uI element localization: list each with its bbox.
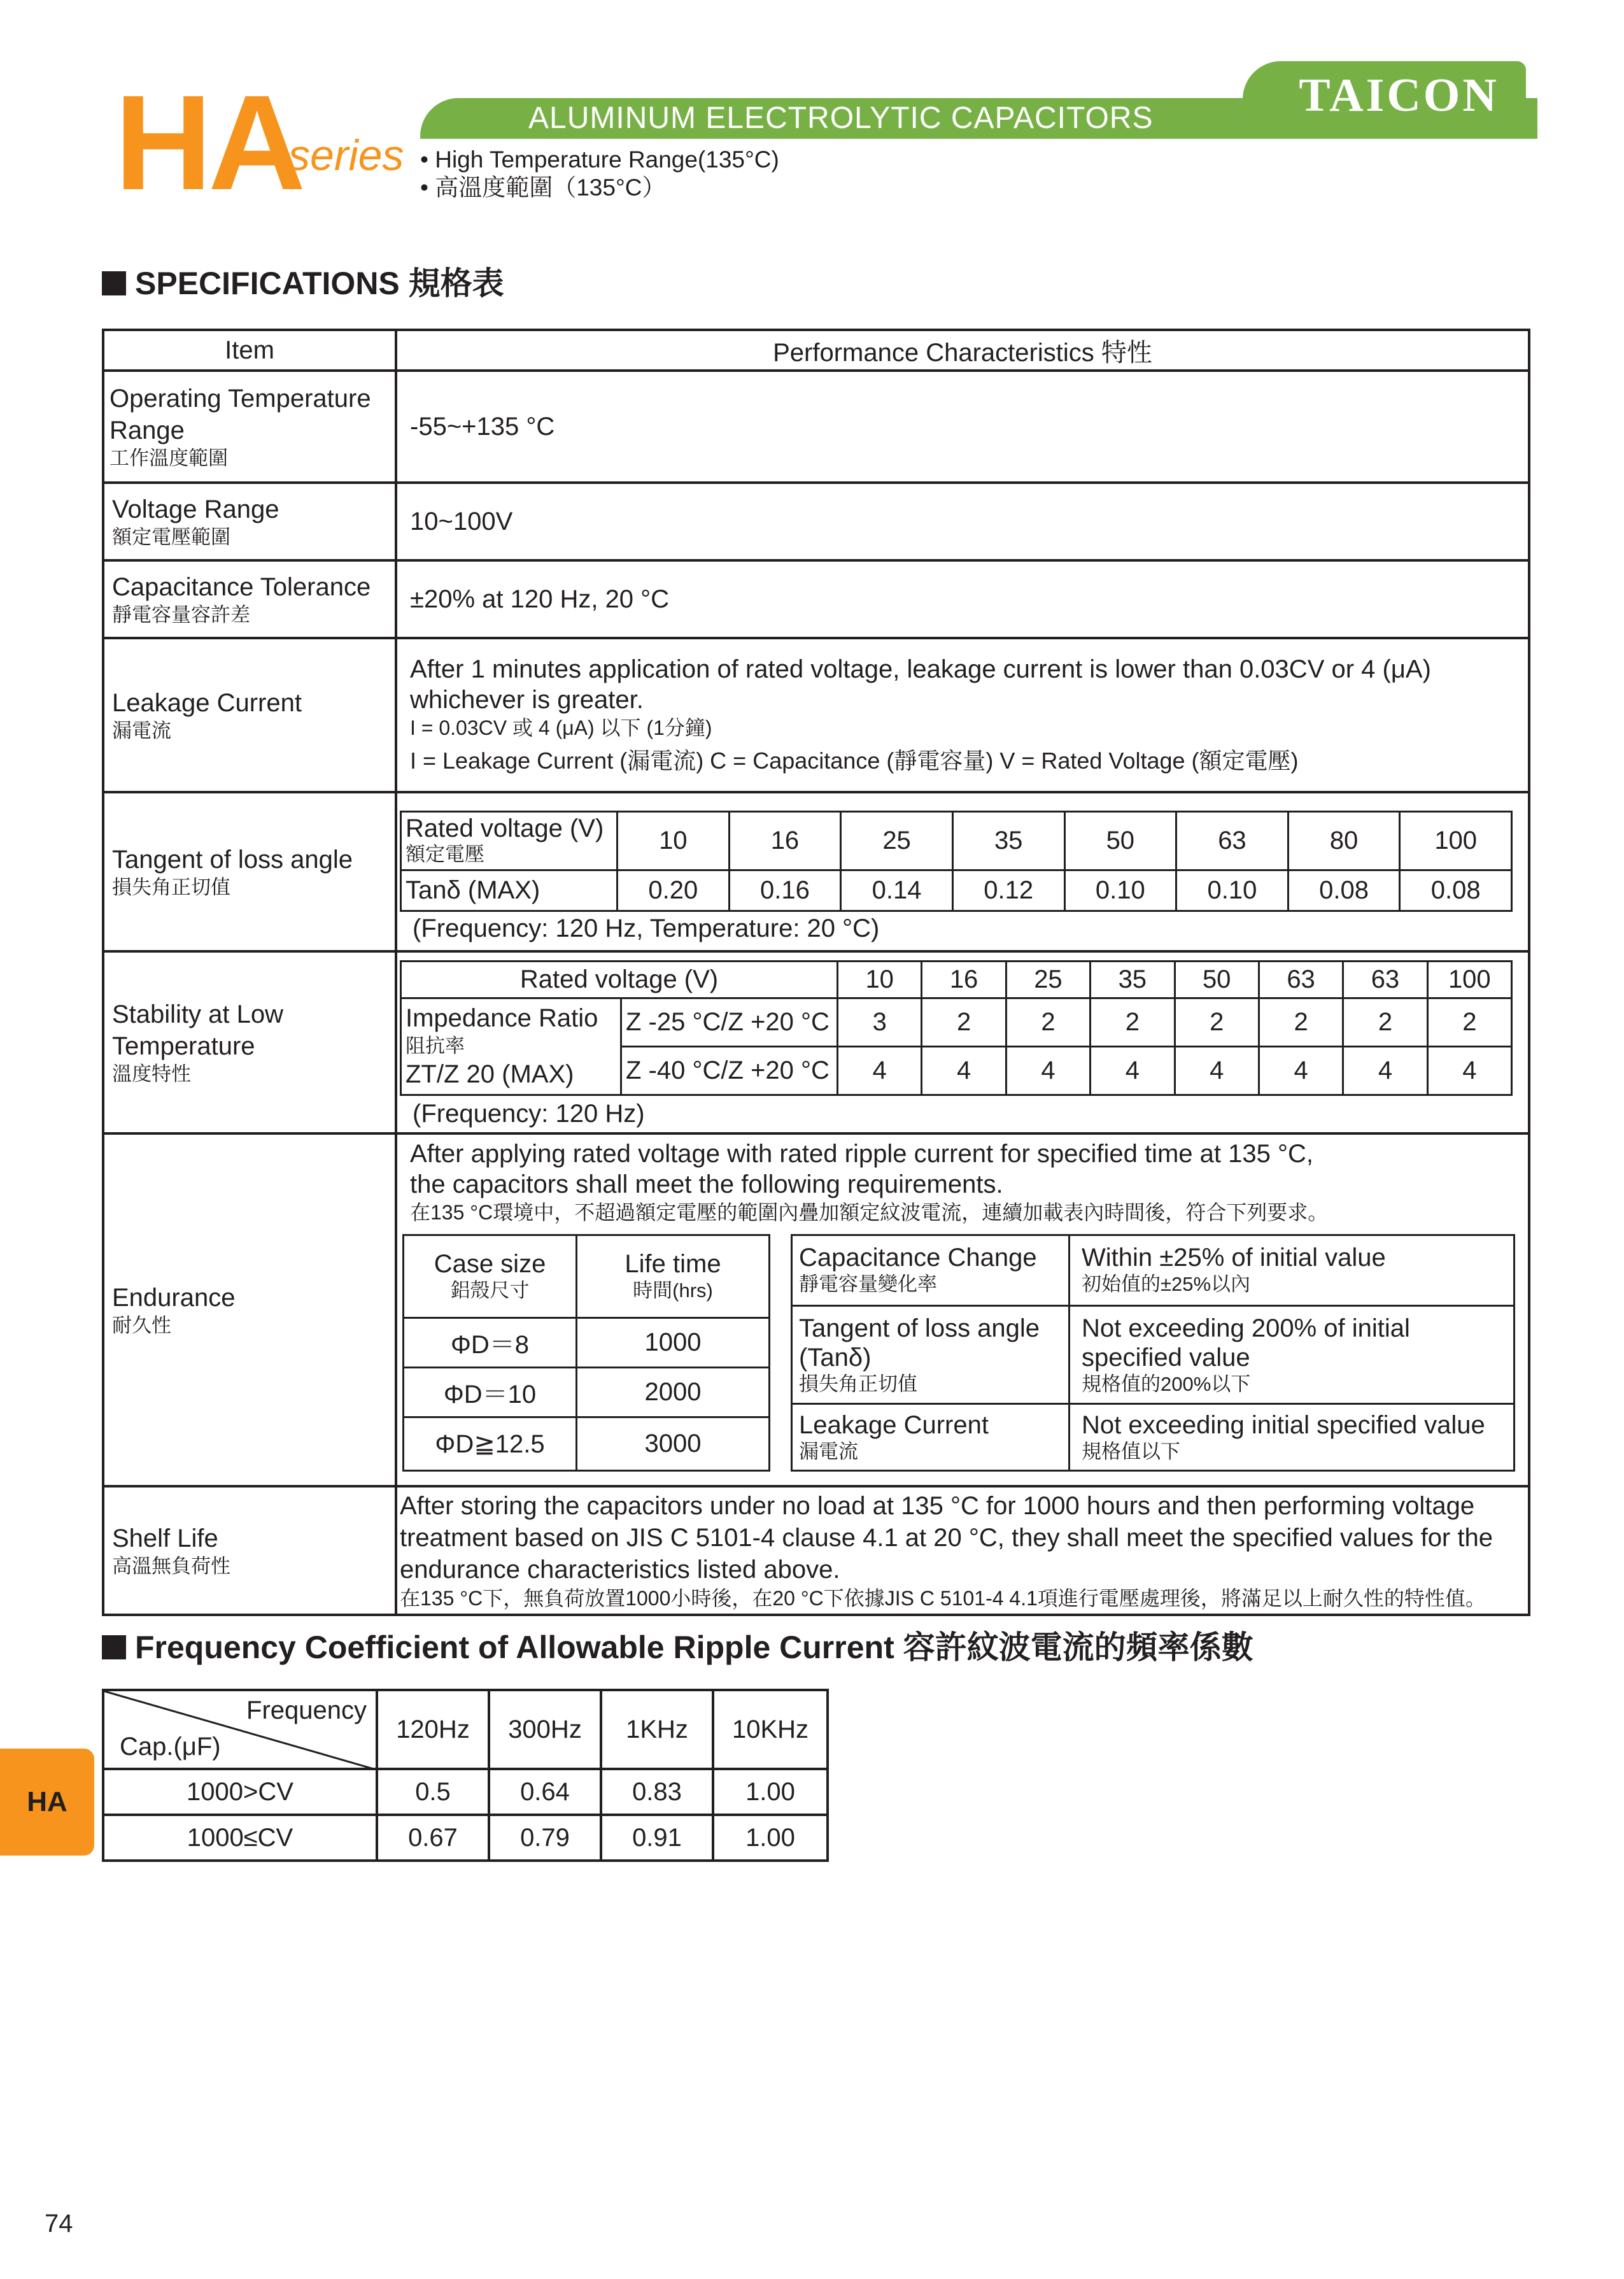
table-cell: 25 <box>1006 961 1090 998</box>
endurance-text-zh: 在135 °C環境中，不超過額定電壓的範圍內疊加額定紋波電流，連續加載表內時間後，符合下列要求。 <box>410 1201 1329 1224</box>
table-row <box>103 1769 828 1815</box>
table-cell: 0.10 <box>1176 870 1289 911</box>
series-word: series <box>288 131 404 180</box>
item-label: Leakage Current <box>112 689 302 717</box>
page-number: 74 <box>45 2210 73 2238</box>
feature-bullet-zh: • 高溫度範圍（135°C） <box>420 174 666 201</box>
endurance-requirements-table <box>791 1234 1515 1472</box>
table-cell: 1000≤CV <box>103 1815 377 1861</box>
table-row <box>103 1133 1529 1486</box>
table-cell: 0.10 <box>1064 870 1176 911</box>
table-cell: 1000>CV <box>103 1769 377 1815</box>
shelf-life-text: After storing the capacitors under no load at 135 °C for 1000 hours and then performing voltage treatment based on JIS C 5101-4 clause 4.1 at 20 °C, they shall meet the specified values for the endurance characteristics listed above. <box>400 1492 1493 1584</box>
table-cell: 10KHz <box>713 1690 828 1769</box>
case-size-label: Case size <box>434 1250 546 1278</box>
corner-header-cell <box>103 1690 377 1769</box>
impedance-ratio-label: Impedance Ratio <box>406 1004 598 1032</box>
item-label: Endurance <box>112 1284 236 1312</box>
rated-voltage-label: Rated voltage (V) <box>401 961 838 998</box>
specifications-title: SPECIFICATIONS 規格表 <box>135 266 504 301</box>
table-cell: 0.12 <box>952 870 1064 911</box>
leakage-text: After 1 minutes application of rated voltage, leakage current is lower than 0.03CV or 4 (μA) whichever is greater. <box>410 655 1431 714</box>
requirement-value: Not exceeding initial specified value <box>1082 1410 1485 1439</box>
table-row <box>404 1417 770 1471</box>
table-row <box>103 1486 1529 1615</box>
item-label-zh: 額定電壓範圍 <box>112 526 230 548</box>
item-value: 10~100V <box>410 508 513 536</box>
table-header-row <box>103 330 1529 371</box>
item-label-zh: 工作溫度範圍 <box>109 447 228 469</box>
table-row <box>792 1404 1515 1471</box>
table-row <box>401 961 1512 998</box>
table-cell: 1.00 <box>713 1769 828 1815</box>
table-cell: 10 <box>618 811 730 870</box>
table-cell: 1000 <box>577 1318 770 1368</box>
table-cell: 35 <box>1091 961 1175 998</box>
table-cell: 0.16 <box>729 870 841 911</box>
requirement-value: Within ±25% of initial value <box>1082 1244 1386 1272</box>
table-cell: 0.08 <box>1288 870 1400 911</box>
capacitance-label: Cap.(μF) <box>120 1733 221 1761</box>
table-row <box>103 483 1529 560</box>
table-cell: 100 <box>1400 811 1512 870</box>
table-cell: 4 <box>1343 1046 1427 1095</box>
table-row <box>401 998 1512 1046</box>
table-cell: 4 <box>1091 1046 1175 1095</box>
rated-voltage-label-zh: 額定電壓 <box>406 843 484 865</box>
table-cell: 25 <box>841 811 953 870</box>
table-cell: 1.00 <box>713 1815 828 1861</box>
frequency-coefficient-table <box>102 1689 829 1862</box>
case-size-label-zh: 鋁殼尺寸 <box>450 1279 530 1302</box>
item-label: Shelf Life <box>112 1524 218 1552</box>
item-value: -55~+135 °C <box>410 413 555 441</box>
table-cell: 4 <box>1175 1046 1259 1095</box>
table-cell: 0.79 <box>489 1815 601 1861</box>
table-cell: 4 <box>922 1046 1006 1095</box>
life-time-label-zh: 時間(hrs) <box>633 1279 713 1302</box>
table-cell: ΦD＝10 <box>404 1368 577 1417</box>
specifications-heading <box>102 267 504 299</box>
table-cell: 2 <box>1091 998 1175 1046</box>
item-label: Tangent of loss angle <box>112 846 353 874</box>
table-cell: 2 <box>1175 998 1259 1046</box>
table-cell: 0.83 <box>601 1769 713 1815</box>
table-cell: 4 <box>1259 1046 1343 1095</box>
item-label: Stability at Low Temperature <box>112 1000 284 1060</box>
series-code: HA <box>115 67 302 218</box>
table-cell: 1KHz <box>601 1690 713 1769</box>
table-row <box>792 1235 1515 1306</box>
item-label: Operating Temperature Range <box>109 385 371 444</box>
table-cell: 2000 <box>577 1368 770 1417</box>
square-bullet-icon <box>102 1635 126 1659</box>
requirement-item-zh: 靜電容量變化率 <box>799 1273 937 1296</box>
table-row <box>103 638 1529 792</box>
impedance-ratio-table <box>400 960 1513 1096</box>
requirement-value-zh: 規格值的200%以下 <box>1082 1372 1251 1395</box>
item-label-zh: 溫度特性 <box>112 1063 191 1085</box>
table-cell: 120Hz <box>377 1690 489 1769</box>
table-cell: 2 <box>1343 998 1427 1046</box>
table-cell: 80 <box>1288 811 1400 870</box>
requirement-value: Not exceeding 200% of initial specified value <box>1082 1314 1410 1372</box>
square-bullet-icon <box>102 271 126 295</box>
table-cell: 3000 <box>577 1417 770 1471</box>
brand-logo: TAICON <box>1299 69 1499 122</box>
table-cell: 0.64 <box>489 1769 601 1815</box>
item-value: ±20% at 120 Hz, 20 °C <box>410 585 670 613</box>
stability-note: (Frequency: 120 Hz) <box>413 1099 645 1128</box>
leakage-legend: I = Leakage Current (漏電流) C = Capacitance (靜電容量) V = Rated Voltage (額定電壓) <box>410 748 1299 774</box>
item-label-zh: 靜電容量容許差 <box>112 604 250 626</box>
item-label: Voltage Range <box>112 495 279 523</box>
table-cell: 0.67 <box>377 1815 489 1861</box>
table-cell: 0.91 <box>601 1815 713 1861</box>
table-row <box>103 560 1529 638</box>
item-label-zh: 損失角正切值 <box>112 876 230 898</box>
item-label-zh: 漏電流 <box>112 720 171 742</box>
requirement-value-zh: 規格值以下 <box>1082 1440 1180 1463</box>
table-row <box>404 1368 770 1417</box>
table-row <box>404 1235 770 1318</box>
table-row <box>103 951 1529 1133</box>
table-cell: 4 <box>1427 1046 1511 1095</box>
item-label-zh: 高溫無負荷性 <box>112 1555 230 1577</box>
life-time-table <box>402 1234 770 1472</box>
endurance-text-2: the capacitors shall meet the following requirements. <box>410 1170 1003 1198</box>
table-row <box>103 371 1529 483</box>
table-cell: 2 <box>1427 998 1511 1046</box>
table-cell: 63 <box>1259 961 1343 998</box>
table-cell: 16 <box>922 961 1006 998</box>
table-cell: 2 <box>922 998 1006 1046</box>
frequency-coefficient-heading <box>102 1631 1253 1663</box>
requirement-item: Capacitance Change <box>799 1244 1037 1272</box>
table-cell: 50 <box>1064 811 1176 870</box>
product-category-title: ALUMINUM ELECTROLYTIC CAPACITORS <box>528 101 1154 135</box>
series-side-tab: HA <box>0 1749 94 1856</box>
table-cell: 3 <box>838 998 922 1046</box>
table-cell: 0.5 <box>377 1769 489 1815</box>
tan-delta-table <box>400 811 1513 912</box>
rated-voltage-label: Rated voltage (V) <box>406 814 604 842</box>
col-header-item: Item <box>103 330 396 371</box>
condition-label: Z -25 °C/Z +20 °C <box>621 998 838 1046</box>
table-row <box>401 811 1512 870</box>
table-cell: 0.14 <box>841 870 953 911</box>
leakage-formula: I = 0.03CV 或 4 (μA) 以下 (1分鐘) <box>410 716 712 739</box>
feature-bullet-en: • High Temperature Range(135°C) <box>420 146 779 173</box>
table-cell: 10 <box>838 961 922 998</box>
life-time-label: Life time <box>625 1250 721 1278</box>
table-cell: 50 <box>1175 961 1259 998</box>
table-row <box>103 1815 828 1861</box>
frequency-label: Frequency <box>246 1696 367 1724</box>
item-label: Capacitance Tolerance <box>112 573 371 601</box>
col-header-performance: Performance Characteristics 特性 <box>396 330 1529 371</box>
shelf-life-text-zh: 在135 °C下，無負荷放置1000小時後，在20 °C下依據JIS C 5101-4 4.1項進行電壓處理後，將滿足以上耐久性的特性值。 <box>400 1587 1486 1610</box>
table-cell: 4 <box>1006 1046 1090 1095</box>
item-label-zh: 耐久性 <box>112 1314 171 1337</box>
table-row <box>792 1305 1515 1404</box>
requirement-item-zh: 損失角正切值 <box>799 1372 917 1395</box>
table-row <box>103 1690 828 1769</box>
table-cell: 100 <box>1427 961 1511 998</box>
table-cell: 4 <box>838 1046 922 1095</box>
table-row <box>401 870 1512 911</box>
table-cell: ΦD≧12.5 <box>404 1417 577 1471</box>
table-cell: 0.20 <box>618 870 730 911</box>
requirement-item: Leakage Current <box>799 1410 989 1439</box>
condition-label: Z -40 °C/Z +20 °C <box>621 1046 838 1095</box>
table-cell: 2 <box>1006 998 1090 1046</box>
table-row <box>404 1318 770 1368</box>
requirement-value-zh: 初始值的±25%以內 <box>1082 1273 1251 1296</box>
table-cell: 16 <box>729 811 841 870</box>
table-cell: 0.08 <box>1400 870 1512 911</box>
table-cell: 63 <box>1343 961 1427 998</box>
table-cell: 35 <box>952 811 1064 870</box>
requirement-item: Tangent of loss angle (Tanδ) <box>799 1314 1040 1372</box>
specifications-table <box>102 329 1530 1616</box>
impedance-ratio-label-zh: 阻抗率 <box>406 1035 465 1057</box>
table-cell: 63 <box>1176 811 1289 870</box>
table-cell: 300Hz <box>489 1690 601 1769</box>
table-cell: 2 <box>1259 998 1343 1046</box>
table-row <box>103 792 1529 951</box>
requirement-item-zh: 漏電流 <box>799 1440 858 1463</box>
zt-label: ZT/Z 20 (MAX) <box>406 1060 574 1088</box>
table-cell: ΦD＝8 <box>404 1318 577 1368</box>
endurance-text-1: After applying rated voltage with rated ripple current for specified time at 135 °C, <box>410 1140 1313 1168</box>
frequency-coefficient-title: Frequency Coefficient of Allowable Ripple Current 容許紋波電流的頻率係數 <box>135 1629 1253 1665</box>
tan-note: (Frequency: 120 Hz, Temperature: 20 °C) <box>413 914 880 942</box>
tan-delta-label: Tanδ (MAX) <box>401 870 618 911</box>
